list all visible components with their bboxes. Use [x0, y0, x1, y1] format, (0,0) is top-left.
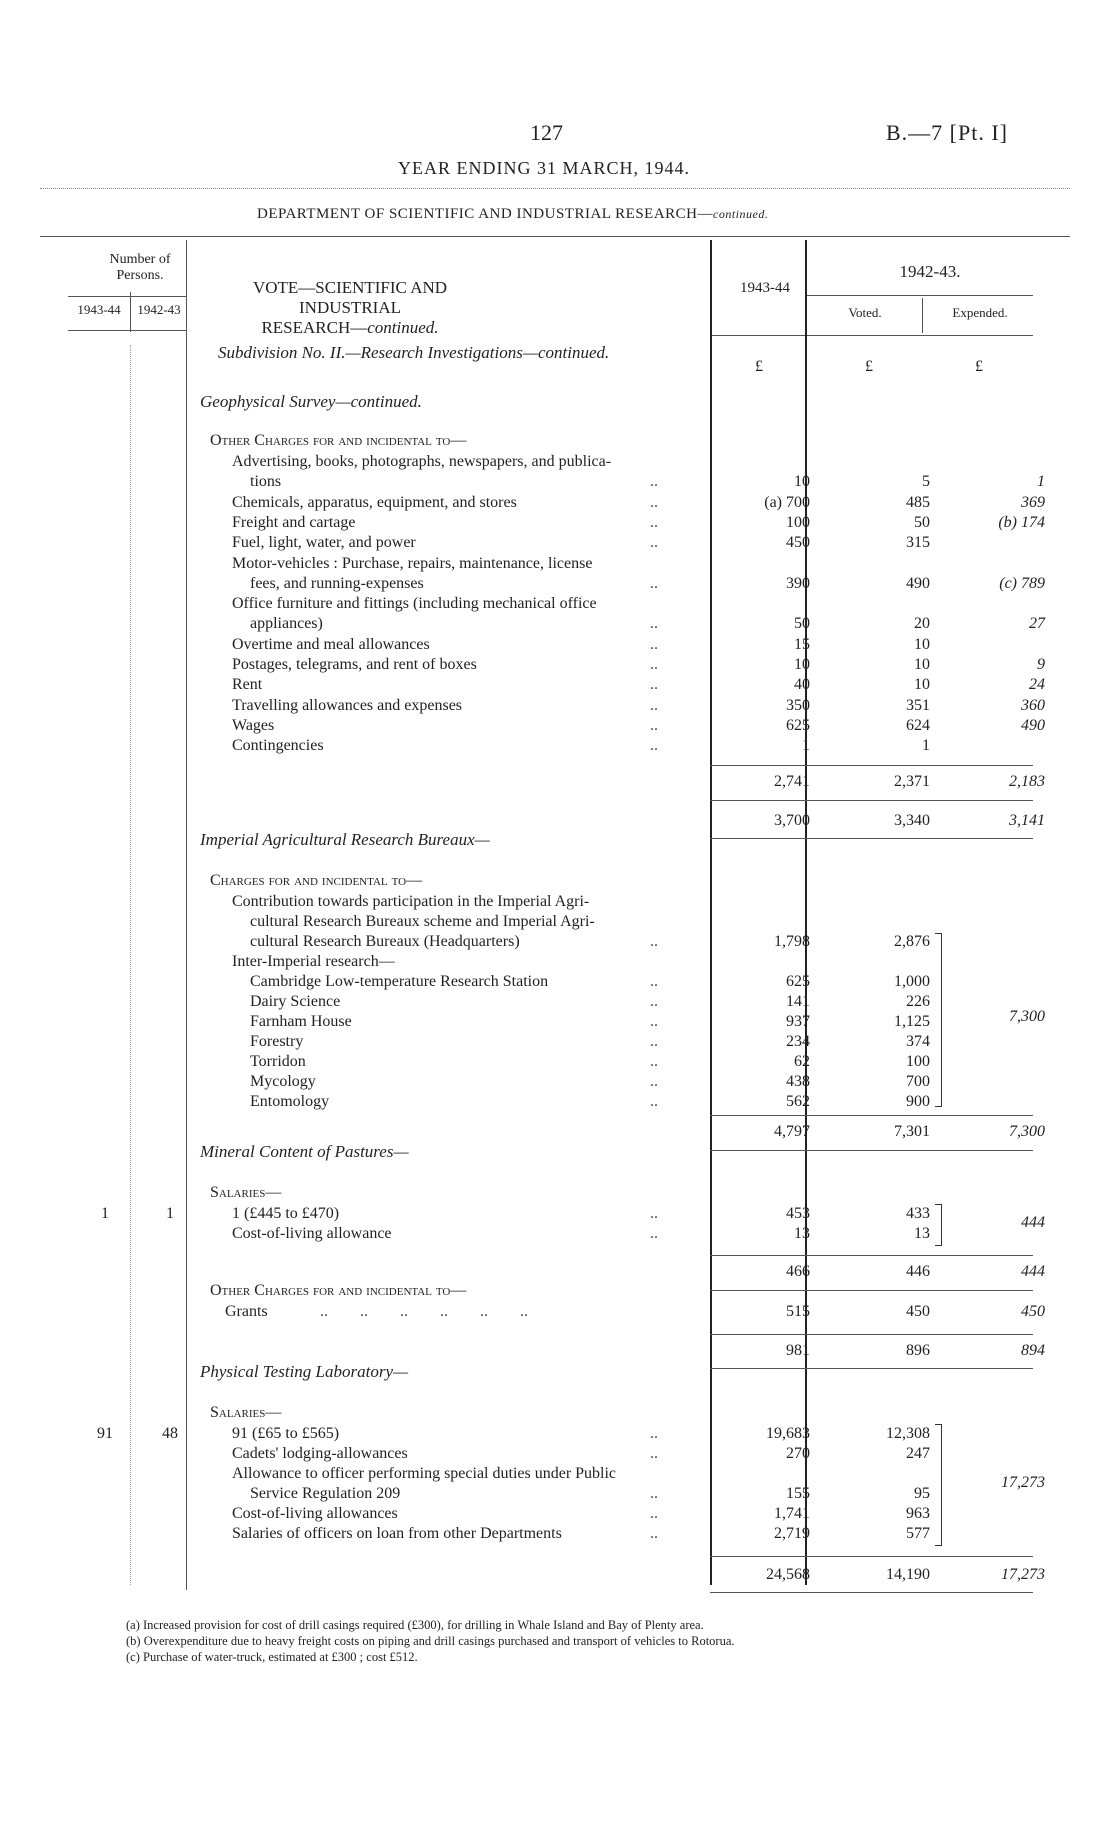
value-c2: 226	[906, 993, 930, 1010]
total-1943: 2,741	[774, 773, 810, 790]
voted-header: Voted.	[848, 305, 882, 320]
value-c1: 453	[786, 1205, 810, 1222]
item-label: Chemicals, apparatus, equipment, and stores	[232, 493, 517, 511]
footnote-c: (c) Purchase of water-truck, estimated at £300 ; cost £512.	[126, 1650, 418, 1664]
item-label: fees, and running-expenses	[250, 574, 424, 592]
imperial-row	[0, 1012, 1114, 1032]
section-physical: Physical Testing Laboratory—	[200, 1362, 409, 1381]
leader-dots: ..	[650, 1445, 658, 1462]
leader-dots: ..	[650, 1505, 658, 1522]
geophysical-row	[0, 675, 1114, 695]
item-label: Advertising, books, photographs, newspapers, and publica-	[232, 453, 612, 470]
leader-dots: ..	[650, 1425, 658, 1442]
value-c1: 155	[786, 1485, 810, 1502]
value-c1: 100	[786, 513, 810, 531]
physical-row	[0, 1424, 1114, 1444]
document-reference: B.—7 [Pt. I]	[886, 120, 1008, 145]
value-c2: 100	[906, 1053, 930, 1070]
leader-dots: ..	[650, 716, 658, 734]
divider	[40, 188, 1070, 189]
section-mineral: Mineral Content of Pastures—	[200, 1142, 409, 1161]
leader-dots: ..	[650, 635, 658, 653]
imperial-row	[0, 992, 1114, 1012]
geophysical-row	[0, 614, 1114, 634]
section-geophysical: Geophysical Survey—continued.	[200, 392, 422, 411]
item-label: Forestry	[250, 1033, 304, 1050]
item-label: Allowance to officer performing special duties under Public	[232, 1465, 617, 1482]
bracket	[935, 933, 942, 1107]
divider	[710, 1368, 1033, 1369]
imperial-bracket-expended: 7,300	[1009, 1008, 1045, 1025]
item-label: Cadets' lodging-allowances	[232, 1445, 408, 1462]
divider	[710, 1592, 1033, 1593]
vote-title	[230, 278, 470, 338]
item-label: Dairy Science	[250, 993, 341, 1010]
value-c2: 963	[906, 1505, 930, 1522]
value-c2: 433	[906, 1205, 930, 1222]
divider	[710, 1334, 1033, 1335]
other-charges-label: Other Charges for and incidental to—	[210, 1282, 467, 1299]
item-label: Motor-vehicles : Purchase, repairs, maintenance, license	[232, 554, 593, 572]
leader-dots: ..	[650, 615, 658, 633]
geophysical-row	[0, 696, 1114, 716]
geophysical-row	[0, 655, 1114, 675]
total-1943: 3,700	[774, 812, 810, 829]
item-label: Fuel, light, water, and power	[232, 534, 416, 552]
grants-expended: 450	[1021, 1303, 1045, 1320]
item-label: cultural Research Bureaux (Headquarters)	[250, 933, 520, 950]
value-c2: 315	[906, 534, 930, 552]
physical-bracket-expended: 17,273	[1001, 1474, 1045, 1491]
imperial-row	[0, 1092, 1114, 1112]
physical-row	[0, 1444, 1114, 1464]
imperial-row	[0, 952, 1114, 972]
value-c3: (c) 789	[999, 574, 1045, 592]
item-label: Farnham House	[250, 1013, 352, 1030]
value-c1: 15	[794, 635, 810, 653]
value-c2: 900	[906, 1093, 930, 1110]
item-label: cultural Research Bureaux scheme and Imperial Agri-	[250, 913, 595, 930]
charges-label: Charges for and incidental to—	[210, 872, 423, 889]
total-expended: 894	[1021, 1342, 1045, 1359]
column-1942-43: 1942-43.	[899, 262, 961, 281]
subdivision-heading: Subdivision No. II.—Research Investigations—continued.	[218, 343, 610, 362]
value-c3: 9	[1037, 656, 1045, 673]
value-c1: 390	[786, 574, 810, 592]
value-p1: 91	[97, 1425, 113, 1442]
item-label: Mycology	[250, 1073, 316, 1090]
value-c2: 490	[906, 574, 930, 592]
pound-sign: £	[975, 358, 983, 375]
leader-dots: ..	[650, 1053, 658, 1070]
footnote-b: (b) Overexpenditure due to heavy freight costs on piping and drill casings purchased and transport of vehicles to Rotorua.	[126, 1634, 735, 1648]
value-c3: 27	[1029, 615, 1045, 633]
salaries-label: Salaries—	[210, 1404, 282, 1421]
value-c1: (a) 700	[764, 493, 810, 511]
value-c2: 1	[922, 737, 930, 755]
persons-year-b: 1942-43	[137, 302, 181, 317]
item-label: Contribution towards participation in the Imperial Agri-	[232, 893, 590, 910]
leader-dots: ..	[650, 1225, 658, 1242]
geophysical-row	[0, 493, 1114, 513]
physical-row	[0, 1504, 1114, 1524]
leader-dots: ..	[650, 574, 658, 592]
value-c2: 10	[914, 676, 930, 694]
geophysical-row	[0, 574, 1114, 594]
section-imperial: Imperial Agricultural Research Bureaux—	[200, 830, 490, 849]
leader-dots: .. .. .. .. .. ..	[320, 1303, 528, 1320]
divider	[130, 292, 131, 332]
vote-title-line2	[230, 318, 470, 338]
value-c2: 10	[914, 656, 930, 673]
item-label: Torridon	[250, 1053, 306, 1070]
item-label: 1 (£445 to £470)	[232, 1205, 340, 1222]
divider	[805, 295, 1033, 296]
leader-dots: ..	[650, 1093, 658, 1110]
grants-voted: 450	[906, 1303, 930, 1320]
value-c1: 1,798	[774, 933, 810, 950]
leader-dots: ..	[650, 534, 658, 552]
leader-dots: ..	[650, 656, 658, 673]
vote-title-line1: VOTE—SCIENTIFIC AND INDUSTRIAL	[252, 278, 448, 317]
grants-1943: 515	[786, 1303, 810, 1320]
value-c1: 450	[786, 534, 810, 552]
geophysical-row	[0, 716, 1114, 736]
vote-title-continued: continued.	[367, 318, 439, 337]
geophysical-grand-total	[0, 811, 1114, 831]
bracket	[935, 1204, 942, 1246]
item-label: Freight and cartage	[232, 513, 356, 531]
year-heading: YEAR ENDING 31 MARCH, 1944.	[398, 158, 690, 178]
leader-dots: ..	[650, 1033, 658, 1050]
divider	[710, 1290, 1033, 1291]
geophysical-row	[0, 472, 1114, 492]
department-continued: continued.	[713, 207, 769, 221]
imperial-row	[0, 972, 1114, 992]
value-c1: 1	[802, 737, 810, 755]
value-c1: 270	[786, 1445, 810, 1462]
value-c1: 234	[786, 1033, 810, 1050]
pound-sign: £	[755, 358, 763, 375]
total-1943: 981	[786, 1342, 810, 1359]
mineral-subtotal	[0, 1262, 1114, 1282]
value-c2: 247	[906, 1445, 930, 1462]
physical-row	[0, 1464, 1114, 1484]
page-number: 127	[530, 120, 563, 145]
value-c1: 350	[786, 696, 810, 714]
value-c2: 95	[914, 1485, 930, 1502]
divider	[710, 1150, 1033, 1151]
leader-dots: ..	[650, 1013, 658, 1030]
total-voted: 2,371	[894, 773, 930, 790]
persons-header: Number of Persons.	[109, 252, 171, 283]
item-label: Postages, telegrams, and rent of boxes	[232, 656, 477, 673]
value-c1: 40	[794, 676, 810, 694]
divider	[68, 330, 186, 331]
geophysical-row	[0, 635, 1114, 655]
leader-dots: ..	[650, 1485, 658, 1502]
value-c2: 12,308	[886, 1425, 930, 1442]
value-c2: 10	[914, 635, 930, 653]
value-c1: 141	[786, 993, 810, 1010]
department-heading	[257, 206, 768, 223]
value-c1: 625	[786, 716, 810, 734]
value-c2: 485	[906, 493, 930, 511]
leader-dots: ..	[650, 493, 658, 511]
value-c2: 700	[906, 1073, 930, 1090]
salaries-label: Salaries—	[210, 1184, 282, 1201]
physical-row	[0, 1484, 1114, 1504]
value-c1: 10	[794, 656, 810, 673]
mineral-bracket-expended: 444	[1021, 1214, 1045, 1231]
geophysical-row	[0, 513, 1114, 533]
pound-sign: £	[865, 358, 873, 375]
value-c3: 24	[1029, 676, 1045, 694]
imperial-row	[0, 932, 1114, 952]
imperial-row	[0, 892, 1114, 912]
value-c3: 369	[1021, 493, 1045, 511]
mineral-row	[0, 1204, 1114, 1224]
leader-dots: ..	[650, 973, 658, 990]
imperial-row	[0, 1032, 1114, 1052]
vote-title-line2-text: RESEARCH—	[261, 318, 368, 337]
value-c1: 438	[786, 1073, 810, 1090]
physical-total	[0, 1565, 1114, 1585]
value-c1: 10	[794, 473, 810, 491]
value-p2: 1	[166, 1205, 174, 1222]
value-c1: 625	[786, 973, 810, 990]
leader-dots: ..	[650, 473, 658, 491]
divider	[68, 296, 186, 297]
item-label: Overtime and meal allowances	[232, 635, 430, 653]
persons-year-a: 1943-44	[77, 302, 121, 317]
value-c2: 624	[906, 716, 930, 734]
leader-dots: ..	[650, 696, 658, 714]
geophysical-row	[0, 452, 1114, 472]
divider	[710, 1255, 1033, 1256]
total-voted: 3,340	[894, 812, 930, 829]
divider	[710, 838, 1033, 839]
geophysical-row	[0, 736, 1114, 756]
department-name: DEPARTMENT OF SCIENTIFIC AND INDUSTRIAL RESEARCH—	[257, 206, 713, 222]
divider	[710, 335, 1033, 336]
divider	[710, 1115, 1033, 1116]
total-expended: 3,141	[1009, 812, 1045, 829]
value-c1: 1,741	[774, 1505, 810, 1522]
leader-dots: ..	[650, 676, 658, 694]
value-c1: 2,719	[774, 1525, 810, 1542]
divider	[710, 765, 1033, 766]
item-label: Rent	[232, 676, 263, 694]
imperial-row	[0, 1052, 1114, 1072]
value-c2: 5	[922, 473, 930, 491]
leader-dots: ..	[650, 737, 658, 755]
other-charges-label: Other Charges for and incidental to—	[210, 432, 467, 449]
geophysical-row	[0, 594, 1114, 614]
value-c1: 562	[786, 1093, 810, 1110]
total-expended: 17,273	[1001, 1566, 1045, 1583]
value-c3: 1	[1037, 473, 1045, 491]
value-c2: 13	[914, 1225, 930, 1242]
value-c1: 62	[794, 1053, 810, 1070]
imperial-total	[0, 1122, 1114, 1142]
geophysical-row	[0, 554, 1114, 574]
value-c2: 1,125	[894, 1013, 930, 1030]
total-1943: 4,797	[774, 1123, 810, 1140]
value-p2: 48	[162, 1425, 178, 1442]
imperial-row	[0, 912, 1114, 932]
divider	[710, 800, 1033, 801]
value-c3: 490	[1021, 716, 1045, 734]
value-c1: 19,683	[766, 1425, 810, 1442]
item-label: Office furniture and fittings (including mechanical office	[232, 595, 597, 613]
item-label: Travelling allowances and expenses	[232, 696, 463, 714]
subtotal-voted: 446	[906, 1263, 930, 1280]
value-c2: 374	[906, 1033, 930, 1050]
bracket	[935, 1424, 942, 1546]
item-label: 91 (£65 to £565)	[232, 1425, 340, 1442]
mineral-total	[0, 1341, 1114, 1361]
item-label: Service Regulation 209	[250, 1485, 401, 1502]
divider	[922, 298, 923, 333]
grants-row	[0, 1302, 1114, 1322]
value-c2: 2,876	[894, 933, 930, 950]
physical-row	[0, 1524, 1114, 1544]
total-voted: 14,190	[886, 1566, 930, 1583]
value-c2: 50	[914, 513, 930, 531]
value-c1: 50	[794, 615, 810, 633]
value-c3: (b) 174	[998, 513, 1045, 531]
item-label: Wages	[232, 716, 275, 734]
value-p1: 1	[101, 1205, 109, 1222]
geophysical-total	[0, 772, 1114, 792]
column-1943-44: 1943-44	[740, 280, 790, 296]
footnote-a: (a) Increased provision for cost of drill casings required (£300), for drilling in Whale Island and Bay of Plenty area.	[126, 1618, 704, 1632]
leader-dots: ..	[650, 513, 658, 531]
value-c2: 20	[914, 615, 930, 633]
item-label: Contingencies	[232, 737, 324, 755]
item-label: Inter-Imperial research—	[232, 953, 395, 970]
item-label: Cost-of-living allowances	[232, 1505, 398, 1522]
subtotal-1943: 466	[786, 1263, 810, 1280]
expended-header: Expended.	[952, 305, 1008, 320]
grants-label: Grants	[225, 1303, 268, 1320]
total-voted: 896	[906, 1342, 930, 1359]
total-voted: 7,301	[894, 1123, 930, 1140]
item-label: Entomology	[250, 1093, 330, 1110]
item-label: appliances)	[250, 615, 323, 633]
divider	[40, 236, 1070, 237]
total-expended: 7,300	[1009, 1123, 1045, 1140]
leader-dots: ..	[650, 1525, 658, 1542]
value-c1: 13	[794, 1225, 810, 1242]
leader-dots: ..	[650, 1073, 658, 1090]
item-label: tions	[250, 473, 282, 491]
value-c2: 351	[906, 696, 930, 714]
leader-dots: ..	[650, 933, 658, 950]
leader-dots: ..	[650, 1205, 658, 1222]
item-label: Cost-of-living allowance	[232, 1225, 392, 1242]
value-c3: 360	[1021, 696, 1045, 714]
imperial-row	[0, 1072, 1114, 1092]
divider	[710, 1556, 1033, 1557]
item-label: Cambridge Low-temperature Research Station	[250, 973, 549, 990]
geophysical-row	[0, 533, 1114, 553]
item-label: Salaries of officers on loan from other Departments	[232, 1525, 562, 1542]
value-c2: 577	[906, 1525, 930, 1542]
total-expended: 2,183	[1009, 773, 1045, 790]
mineral-row	[0, 1224, 1114, 1244]
subtotal-expended: 444	[1021, 1263, 1045, 1280]
value-c2: 1,000	[894, 973, 930, 990]
total-1943: 24,568	[766, 1566, 810, 1583]
leader-dots: ..	[650, 993, 658, 1010]
value-c1: 937	[786, 1013, 810, 1030]
